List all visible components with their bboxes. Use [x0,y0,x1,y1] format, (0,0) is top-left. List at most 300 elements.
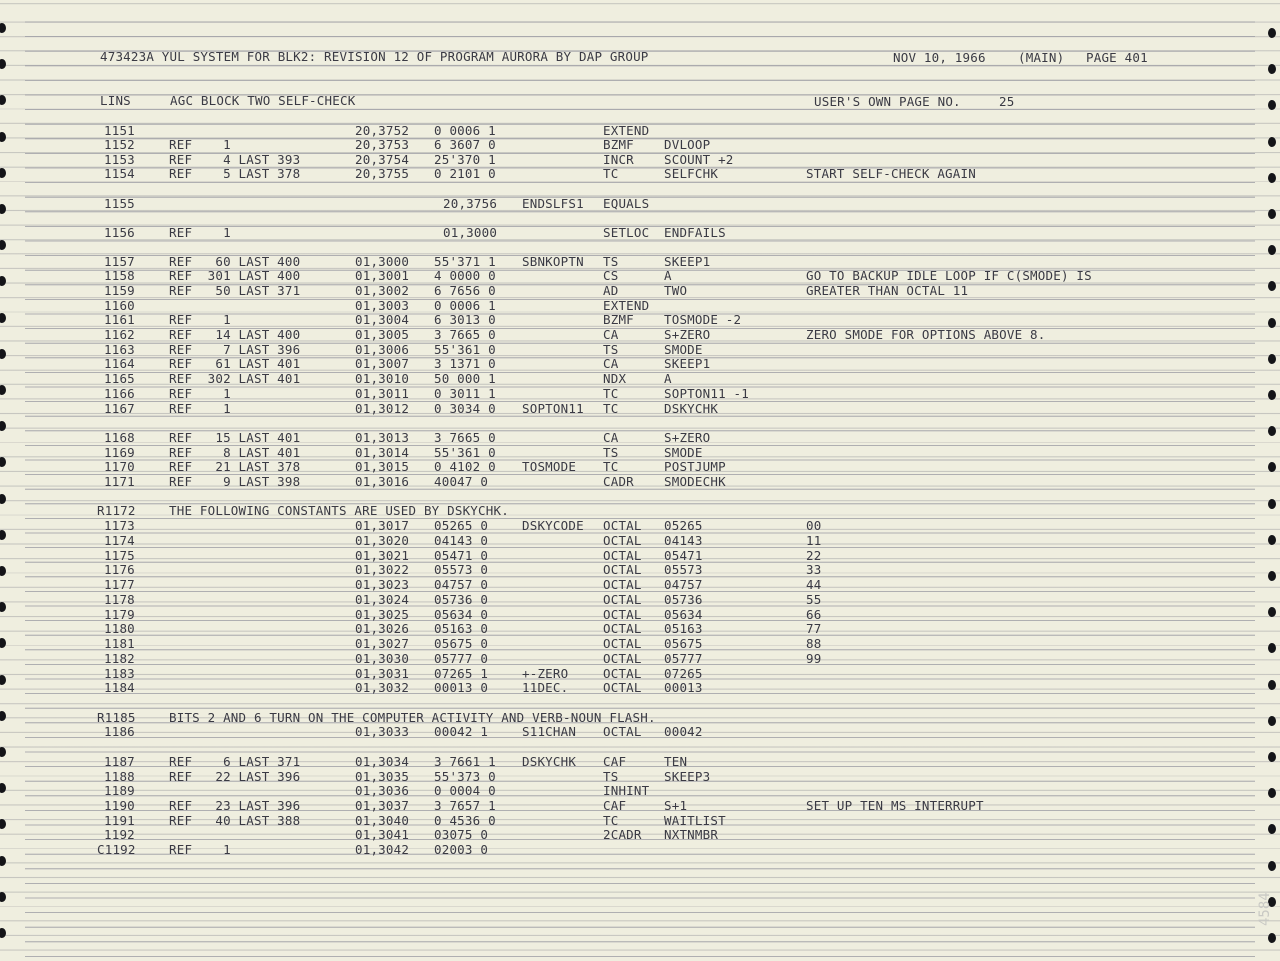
header-main: (MAIN) [1018,50,1065,65]
listing-ref: REF 302 LAST 401 [169,371,301,386]
listing-addr: 01,3036 [355,783,410,798]
listing-line: 1189 [104,783,135,798]
listing-word: 55'361 0 [434,342,496,357]
listing-comment: 33 [806,562,822,577]
listing-addr: 20,3755 [355,166,410,181]
listing-line: 1162 [104,327,135,342]
listing-operand: S+1 [664,798,688,813]
listing-word: 0 4536 0 [434,813,496,828]
listing-ref: REF 1 [169,137,231,152]
listing-ref: REF 4 LAST 393 [169,152,301,167]
listing-operand: S+ZERO [664,327,711,342]
listing-operand: TOSMODE -2 [664,312,742,327]
tractor-hole [0,819,6,829]
listing-addr: 01,3031 [355,666,410,681]
listing-line: 1192 [104,827,135,842]
listing-ref: REF 23 LAST 396 [169,798,301,813]
tractor-hole [1268,607,1276,617]
tractor-hole [1268,824,1276,834]
listing-addr: 01,3037 [355,798,410,813]
listing-operand: S+ZERO [664,430,711,445]
listing-op: OCTAL [603,621,642,636]
tractor-hole [0,892,6,902]
listing-operand: SKEEP1 [664,356,711,371]
listing-op: 2CADR [603,827,642,842]
listing-op: CS [603,268,619,283]
listing-word: 05163 0 [434,621,489,636]
listing-word: 07265 1 [434,666,489,681]
listing-line: 1160 [104,298,135,313]
listing-ref: REF 8 LAST 401 [169,445,301,460]
listing-op: BZMF [603,137,634,152]
listing-line: 1178 [104,592,135,607]
tractor-hole [0,349,6,359]
listing-addr: 01,3014 [355,445,410,460]
listing-line: 1166 [104,386,135,401]
tractor-hole [0,494,6,504]
listing-op: CAF [603,754,627,769]
tractor-hole [1268,788,1276,798]
listing-line: 1154 [104,166,135,181]
tractor-hole [0,59,6,69]
listing-word: 3 7665 0 [434,430,496,445]
listing-addr: 20,3754 [355,152,410,167]
listing-line: 1165 [104,371,135,386]
listing-word: 05634 0 [434,607,489,622]
tractor-hole [1268,245,1276,255]
tractor-hole [0,95,6,105]
tractor-hole [1268,499,1276,509]
listing-addr: 01,3003 [355,298,410,313]
listing-operand: 00013 [664,680,703,695]
listing-op: TC [603,459,619,474]
tractor-hole [0,530,6,540]
listing-word: 05471 0 [434,548,489,563]
listing-operand: SCOUNT +2 [664,152,734,167]
listing-operand: DVLOOP [664,137,711,152]
tractor-hole [1268,716,1276,726]
listing-word: 05777 0 [434,651,489,666]
listing-op: OCTAL [603,562,642,577]
listing-line: 1181 [104,636,135,651]
listing-op: OCTAL [603,592,642,607]
listing-word: 3 1371 0 [434,356,496,371]
listing-word: 05573 0 [434,562,489,577]
listing-word: 6 7656 0 [434,283,496,298]
tractor-hole [0,602,6,612]
listing-operand: A [664,268,672,283]
listing-addr: 01,3033 [355,724,410,739]
listing-addr: 01,3006 [355,342,410,357]
listing-ref: REF 301 LAST 400 [169,268,301,283]
listing-line: R1172 [97,503,136,518]
listing-word: 0 4102 0 [434,459,496,474]
listing-word: 6 3013 0 [434,312,496,327]
listing-op: TC [603,166,619,181]
listing-word: 20,3756 [443,196,498,211]
listing-ref: REF 40 LAST 388 [169,813,301,828]
listing-addr: 01,3040 [355,813,410,828]
listing-word: 05265 0 [434,518,489,533]
tractor-hole [1268,354,1276,364]
tractor-hole [1268,462,1276,472]
listing-word: 04143 0 [434,533,489,548]
listing-op: CA [603,356,619,371]
listing-line: 1161 [104,312,135,327]
tractor-hole [0,385,6,395]
listing-label: SOPTON11 [522,401,584,416]
listing-addr: 01,3002 [355,283,410,298]
tractor-hole [0,457,6,467]
listing-ref: REF 14 LAST 400 [169,327,301,342]
listing-operand: ENDFAILS [664,225,726,240]
listing-op: OCTAL [603,607,642,622]
listing-word: 3 7665 0 [434,327,496,342]
listing-ref: REF 1 [169,386,231,401]
header-page: PAGE 401 [1086,50,1148,65]
tractor-hole [1268,933,1276,943]
listing-word: 50 000 1 [434,371,496,386]
listing-word: 40047 0 [434,474,489,489]
listing-word: 55'371 1 [434,254,496,269]
listing-op: INHINT [603,783,650,798]
listing-comment: 11 [806,533,822,548]
header-date: NOV 10, 1966 [893,50,986,65]
listing-word: 0 3011 1 [434,386,496,401]
listing-word: 00013 0 [434,680,489,695]
listing-label: S11CHAN [522,724,577,739]
listing-operand: 05265 [664,518,703,533]
listing-word: 55'373 0 [434,769,496,784]
listing-comment: START SELF-CHECK AGAIN [806,166,976,181]
listing-addr: 01,3041 [355,827,410,842]
listing-addr: 01,3004 [355,312,410,327]
tractor-hole [0,23,6,33]
listing-comment: 44 [806,577,822,592]
listing-ref: REF 15 LAST 401 [169,430,301,445]
listing-line: 1187 [104,754,135,769]
listing-addr: 01,3017 [355,518,410,533]
listing-operand: 05471 [664,548,703,563]
listing-ref: REF 1 [169,842,231,857]
tractor-hole [1268,571,1276,581]
listing-operand: 05675 [664,636,703,651]
listing-ref: REF 22 LAST 396 [169,769,301,784]
listing-operand: A [664,371,672,386]
tractor-hole [1268,680,1276,690]
tractor-hole [0,638,6,648]
listing-line: 1179 [104,607,135,622]
listing-addr: 01,3025 [355,607,410,622]
listing-addr: 01,3012 [355,401,410,416]
tractor-hole [0,204,6,214]
listing-addr: 01,3026 [355,621,410,636]
tractor-hole [0,783,6,793]
listing-addr: 01,3022 [355,562,410,577]
tractor-hole [0,421,6,431]
listing-line: 1155 [104,196,135,211]
listing-line: 1152 [104,137,135,152]
listing-comment: ZERO SMODE FOR OPTIONS ABOVE 8. [806,327,1046,342]
listing-word: 02003 0 [434,842,489,857]
listing-word: 0 0004 0 [434,783,496,798]
listing-op: TC [603,401,619,416]
listing-op: BZMF [603,312,634,327]
listing-op: INCR [603,152,634,167]
listing-operand: 04757 [664,577,703,592]
listing-addr: 01,3034 [355,754,410,769]
listing-line: 1180 [104,621,135,636]
listing-comment: GO TO BACKUP IDLE LOOP IF C(SMODE) IS [806,268,1092,283]
listing-op: CA [603,430,619,445]
listing-op: NDX [603,371,627,386]
tractor-hole [0,313,6,323]
listing-addr: 01,3024 [355,592,410,607]
listing-word: 05675 0 [434,636,489,651]
tractor-hole [1268,861,1276,871]
listing-ref: REF 61 LAST 401 [169,356,301,371]
tractor-hole [1268,535,1276,545]
listing-addr: 01,3010 [355,371,410,386]
listing-addr: 01,3023 [355,577,410,592]
listing-operand: SKEEP3 [664,769,711,784]
listing-ref: REF 9 LAST 398 [169,474,301,489]
listing-comment: 77 [806,621,822,636]
listing-operand: DSKYCHK [664,401,719,416]
listing-line: 1171 [104,474,135,489]
listing-line: 1164 [104,356,135,371]
listing-ref: BITS 2 AND 6 TURN ON THE COMPUTER ACTIVITY AND VERB-NOUN FLASH. [169,710,656,725]
listing-word: 3 7657 1 [434,798,496,813]
listing-addr: 01,3032 [355,680,410,695]
listing-ref: REF 21 LAST 378 [169,459,301,474]
listing-operand: SMODE [664,445,703,460]
listing-comment: 00 [806,518,822,533]
listing-line: 1186 [104,724,135,739]
listing-addr: 01,3007 [355,356,410,371]
listing-word: 01,3000 [443,225,498,240]
listing-word: 04757 0 [434,577,489,592]
tractor-hole [1268,173,1276,183]
listing-comment: SET UP TEN MS INTERRUPT [806,798,984,813]
listing-word: 0 3034 0 [434,401,496,416]
listing-operand: 05573 [664,562,703,577]
listing-ref: REF 7 LAST 396 [169,342,301,357]
tractor-hole [1268,643,1276,653]
tractor-hole [1268,752,1276,762]
tractor-hole [1268,426,1276,436]
users-page-label: USER'S OWN PAGE NO. [814,94,961,109]
listing-line: 1153 [104,152,135,167]
listing-line: 1158 [104,268,135,283]
listing-word: 25'370 1 [434,152,496,167]
tractor-hole [1268,28,1276,38]
listing-addr: 01,3020 [355,533,410,548]
listing-line: 1151 [104,123,135,138]
listing-line: 1175 [104,548,135,563]
listing-op: OCTAL [603,724,642,739]
tractor-hole [0,276,6,286]
listing-word: 00042 1 [434,724,489,739]
tractor-hole [1268,64,1276,74]
tractor-hole [1268,209,1276,219]
listing-op: CADR [603,474,634,489]
listing-addr: 01,3015 [355,459,410,474]
listing-operand: 05777 [664,651,703,666]
listing-label: DSKYCHK [522,754,577,769]
listing-addr: 01,3042 [355,842,410,857]
listing-line: C1192 [97,842,136,857]
header-title: 473423A YUL SYSTEM FOR BLK2: REVISION 12 OF PROGRAM AURORA BY DAP GROUP [100,49,649,64]
listing-addr: 20,3752 [355,123,410,138]
listing-line: 1156 [104,225,135,240]
listing-addr: 01,3013 [355,430,410,445]
listing-addr: 20,3753 [355,137,410,152]
listing-operand: SOPTON11 -1 [664,386,749,401]
listing-line: 1177 [104,577,135,592]
listing-label: TOSMODE [522,459,577,474]
listing-ref: THE FOLLOWING CONSTANTS ARE USED BY DSKYCHK. [169,503,509,518]
listing-op: EQUALS [603,196,650,211]
listing-operand: SKEEP1 [664,254,711,269]
listing-line: 1190 [104,798,135,813]
listing-op: OCTAL [603,680,642,695]
listing-line: 1159 [104,283,135,298]
listing-op: TC [603,813,619,828]
listing-op: CAF [603,798,627,813]
listing-operand: 05736 [664,592,703,607]
tractor-hole [0,675,6,685]
listing-operand: 00042 [664,724,703,739]
listing-word: 0 2101 0 [434,166,496,181]
tractor-hole [0,168,6,178]
listing-op: OCTAL [603,651,642,666]
listing-word: 4 0000 0 [434,268,496,283]
listing-operand: POSTJUMP [664,459,726,474]
listing-label: DSKYCODE [522,518,584,533]
listing-addr: 01,3030 [355,651,410,666]
listing-operand: TWO [664,283,688,298]
listing-line: 1163 [104,342,135,357]
listing-op: EXTEND [603,298,650,313]
listing-comment: 99 [806,651,822,666]
left-tractor-holes [0,0,14,961]
listing-line: 1184 [104,680,135,695]
users-page-number: 25 [999,94,1015,109]
listing-op: EXTEND [603,123,650,138]
tractor-hole [1268,281,1276,291]
section-title: AGC BLOCK TWO SELF-CHECK [170,93,356,108]
listing-line: 1183 [104,666,135,681]
lins-label: LINS [100,93,131,108]
listing-operand: 04143 [664,533,703,548]
listing-op: OCTAL [603,548,642,563]
listing-word: 05736 0 [434,592,489,607]
listing-op: OCTAL [603,636,642,651]
tractor-hole [0,240,6,250]
right-tractor-holes [1266,0,1280,961]
listing-addr: 01,3021 [355,548,410,563]
listing-ref: REF 50 LAST 371 [169,283,301,298]
listing-addr: 01,3001 [355,268,410,283]
listing-line: 1174 [104,533,135,548]
listing-ref: REF 1 [169,312,231,327]
listing-addr: 01,3027 [355,636,410,651]
listing-op: TS [603,254,619,269]
listing-line: R1185 [97,710,136,725]
listing-op: TS [603,769,619,784]
listing-comment: 55 [806,592,822,607]
listing-line: 1188 [104,769,135,784]
listing-op: SETLOC [603,225,650,240]
listing-operand: 05634 [664,607,703,622]
listing-addr: 01,3000 [355,254,410,269]
listing-ref: REF 1 [169,225,231,240]
listing-operand: NXTNMBR [664,827,719,842]
listing-op: AD [603,283,619,298]
listing-op: OCTAL [603,577,642,592]
listing-op: OCTAL [603,533,642,548]
listing-label: SBNKOPTN [522,254,584,269]
listing-ref: REF 5 LAST 378 [169,166,301,181]
listing-line: 1170 [104,459,135,474]
listing-operand: 05163 [664,621,703,636]
listing-operand: WAITLIST [664,813,726,828]
listing-label: ENDSLFS1 [522,196,584,211]
listing-addr: 01,3035 [355,769,410,784]
listing-operand: 07265 [664,666,703,681]
listing-line: 1191 [104,813,135,828]
tractor-hole [1268,318,1276,328]
listing-operand: SMODECHK [664,474,726,489]
listing-comment: GREATER THAN OCTAL 11 [806,283,969,298]
tractor-hole [0,856,6,866]
listing-comment: 88 [806,636,822,651]
listing-addr: 01,3016 [355,474,410,489]
listing-op: TS [603,445,619,460]
listing-ref: REF 6 LAST 371 [169,754,301,769]
listing-word: 0 0006 1 [434,123,496,138]
listing-comment: 66 [806,607,822,622]
listing-line: 1173 [104,518,135,533]
listing-line: 1168 [104,430,135,445]
listing-word: 03075 0 [434,827,489,842]
listing-line: 1157 [104,254,135,269]
listing-line: 1169 [104,445,135,460]
listing-operand: TEN [664,754,688,769]
margin-stamp: 4584 [1257,892,1273,926]
listing-word: 0 0006 1 [434,298,496,313]
listing-comment: 22 [806,548,822,563]
listing-addr: 01,3011 [355,386,410,401]
listing-op: OCTAL [603,518,642,533]
listing-op: CA [603,327,619,342]
listing-op: OCTAL [603,666,642,681]
listing-line: 1182 [104,651,135,666]
tractor-hole [0,566,6,576]
tractor-hole [1268,100,1276,110]
tractor-hole [0,747,6,757]
listing-op: TS [603,342,619,357]
listing-op: TC [603,386,619,401]
tractor-hole [1268,137,1276,147]
listing-operand: SMODE [664,342,703,357]
tractor-hole [1268,390,1276,400]
listing-word: 3 7661 1 [434,754,496,769]
listing-ref: REF 60 LAST 400 [169,254,301,269]
listing-line: 1176 [104,562,135,577]
tractor-hole [0,928,6,938]
